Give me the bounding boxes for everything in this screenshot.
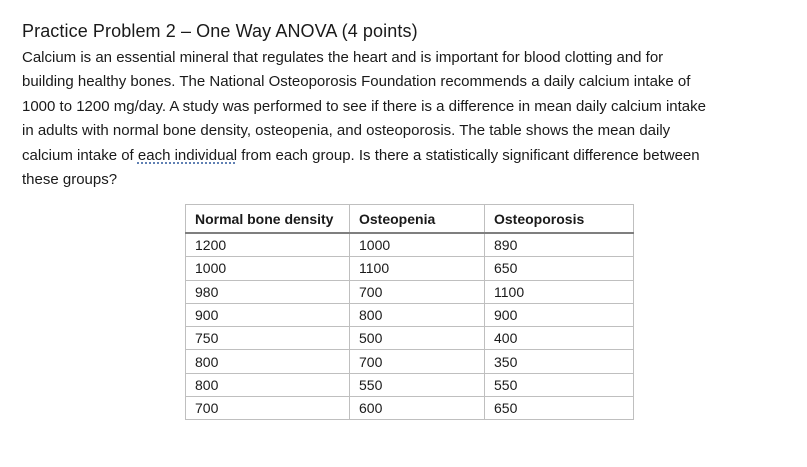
cell-osteoporosis: 350 <box>485 350 634 373</box>
cell-osteopenia: 800 <box>350 303 485 326</box>
cell-normal: 750 <box>186 327 350 350</box>
cell-osteopenia: 600 <box>350 397 485 420</box>
cell-osteoporosis: 550 <box>485 373 634 396</box>
cell-normal: 1000 <box>186 257 350 280</box>
table-row <box>186 350 634 373</box>
description-line: these groups? <box>22 171 118 189</box>
cell-osteoporosis: 400 <box>485 327 634 350</box>
header-osteopenia: Osteopenia <box>350 205 485 234</box>
cell-osteoporosis: 900 <box>485 303 634 326</box>
cell-osteoporosis: 650 <box>485 397 634 420</box>
grammar-flagged-phrase[interactable]: each individual <box>137 146 238 164</box>
cell-normal: 800 <box>186 350 350 373</box>
description-line <box>22 144 792 168</box>
table-header-row <box>186 205 634 234</box>
table-row <box>186 373 634 396</box>
cell-osteoporosis: 890 <box>485 233 634 257</box>
cell-normal: 700 <box>186 397 350 420</box>
calcium-intake-table <box>185 204 634 420</box>
description-text: from each group. Is there a statistically significant difference between <box>237 146 700 164</box>
header-normal-bone-density: Normal bone density <box>186 205 350 234</box>
table-row <box>186 233 634 257</box>
table-row <box>186 327 634 350</box>
description-line: Calcium is an essential mineral that regulates the heart and is important for blood clotting and for <box>22 49 664 66</box>
cell-osteopenia: 550 <box>350 373 485 396</box>
description-line: building healthy bones. The National Osteoporosis Foundation recommends a daily calcium intake of <box>22 73 691 91</box>
table-row <box>186 303 634 326</box>
cell-normal: 900 <box>186 303 350 326</box>
cell-normal: 800 <box>186 373 350 396</box>
problem-title: Practice Problem 2 – One Way ANOVA (4 points) <box>22 21 418 41</box>
description-line: 1000 to 1200 mg/day. A study was performed to see if there is a difference in mean daily calcium intake <box>22 97 706 115</box>
description-line: in adults with normal bone density, osteopenia, and osteoporosis. The table shows the mean daily <box>22 122 671 140</box>
cell-osteopenia: 1100 <box>350 257 485 280</box>
cell-osteoporosis: 650 <box>485 257 634 280</box>
cell-normal: 1200 <box>186 233 350 257</box>
description-text: calcium intake of <box>22 146 138 164</box>
header-osteoporosis: Osteoporosis <box>485 205 634 234</box>
table-row <box>186 397 634 420</box>
cell-osteopenia: 700 <box>350 350 485 373</box>
cell-osteopenia: 700 <box>350 280 485 303</box>
problem-description <box>22 46 792 192</box>
cell-osteopenia: 1000 <box>350 233 485 257</box>
cell-normal: 980 <box>186 280 350 303</box>
cell-osteopenia: 500 <box>350 327 485 350</box>
table-row <box>186 257 634 280</box>
cell-osteoporosis: 1100 <box>485 280 634 303</box>
table-row <box>186 280 634 303</box>
